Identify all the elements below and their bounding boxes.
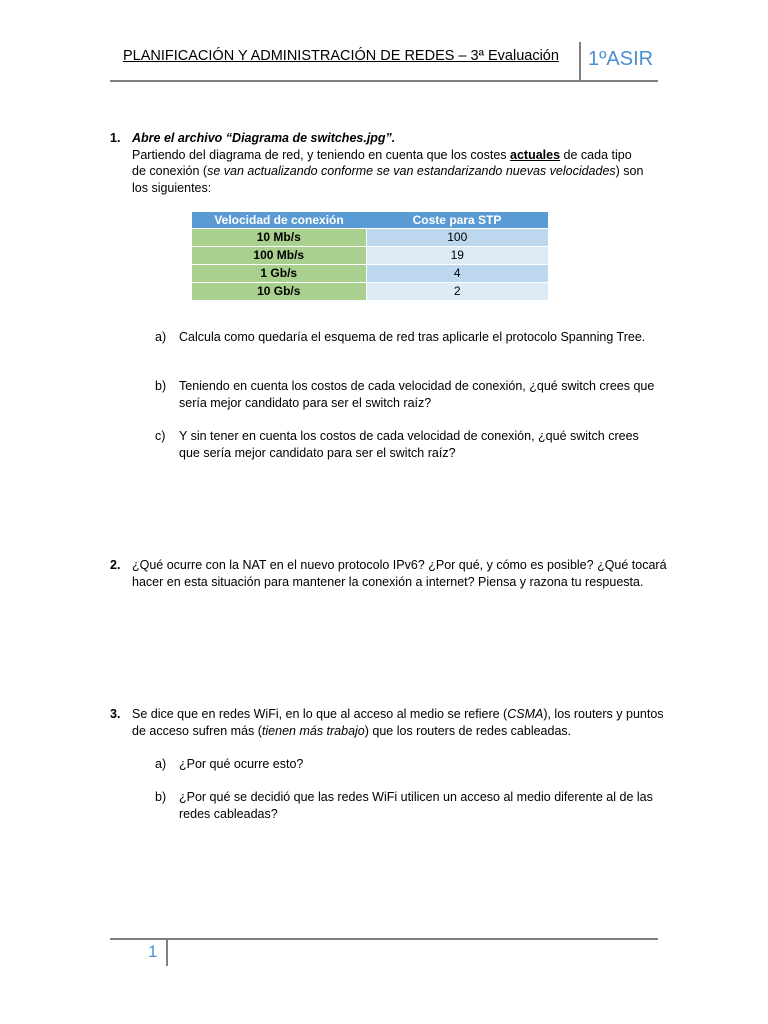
page-number: 1 [148,942,158,961]
sub-text: Y sin tener en cuenta los costos de cada velocidad de conexión, ¿qué switch crees que sería mejor candidato para ser el switch raíz? [179,429,639,460]
question-2-number: 2. [110,558,121,572]
table-cell-speed: 10 Mb/s [192,229,366,247]
question-1 [110,130,670,198]
table-row [192,265,548,283]
table-cell-cost: 100 [366,229,548,247]
sub-letter: a) [155,757,167,771]
intro-text-end: de cada tipo [560,147,632,162]
table-row [192,229,548,247]
sub-text: ¿Por qué se decidió que las redes WiFi utilicen un acceso al medio diferente al de las redes cableadas? [179,790,653,821]
question-1-heading: Abre el archivo “Diagrama de switches.jpg”. [132,131,396,145]
table-cell-speed: 10 Gb/s [192,283,366,301]
question-1a [155,329,660,363]
table-header-cost: Coste para STP [366,212,548,229]
footer-divider [166,940,168,966]
q3-text-part: Se dice que en redes WiFi, en lo que al acceso al medio se refiere ( [132,707,508,721]
header-divider [579,42,581,80]
intro-line2-end: ) son [615,164,644,178]
q3-text-part: ) que los routers de redes cableadas. [364,723,572,738]
header-course: 1ºASIR [588,48,654,70]
question-1c [155,428,660,462]
question-3a [155,756,660,774]
intro-text: Partiendo del diagrama de red, y teniendo en cuenta que los costes [132,147,511,162]
sub-text: Calcula como quedaría el esquema de red tras aplicarle el protocolo Spanning Tree. [179,330,646,344]
table-cell-cost: 2 [366,283,548,301]
page-header [110,42,658,82]
question-1-body [132,130,668,196]
question-2-text: ¿Qué ocurre con la NAT en el nuevo protocolo IPv6? ¿Por qué, y cómo es posible? ¿Qué tocará hacer en esta situación para mantener la conexión a internet? Piensa y razona tu respuesta. [132,558,667,589]
footer-rule [110,938,658,940]
q3-text-part: ), los routers y puntos de acceso sufren más ( [132,707,664,738]
intro-line2-italic: se van actualizando conforme se van estandarizando nuevas velocidades [207,164,616,178]
question-3 [110,706,670,740]
sub-letter: b) [155,379,167,393]
question-1b [155,378,660,412]
table-header-row [192,212,548,229]
table-cell-cost: 4 [366,265,548,283]
question-2 [110,557,670,609]
question-3b [155,789,660,823]
question-1-intro-line3: los siguientes: [132,180,212,195]
question-1-number: 1. [110,131,121,145]
q3-italic: tienen más trabajo [261,723,365,738]
table-header-speed: Velocidad de conexión [192,212,366,229]
intro-line2-start: de conexión ( [132,164,208,178]
table-cell-speed: 1 Gb/s [192,265,366,283]
question-1-intro-line2 [132,163,668,180]
table-row [192,247,548,265]
intro-emphasis: actuales [510,147,561,162]
question-1-intro-line1 [132,147,668,164]
header-rule [110,80,658,82]
header-title: PLANIFICACIÓN Y ADMINISTRACIÓN DE REDES – 3ª Evaluación [123,48,559,64]
table-cell-speed: 100 Mb/s [192,247,366,265]
sub-letter: c) [155,429,166,443]
sub-text: Teniendo en cuenta los costos de cada velocidad de conexión, ¿qué switch crees que sería mejor candidato para ser el switch raíz? [179,379,655,410]
sub-letter: b) [155,790,167,804]
table-row [192,283,548,301]
stp-cost-table [192,212,548,300]
question-3-text [132,706,668,739]
sub-text: ¿Por qué ocurre esto? [179,757,304,771]
sub-letter: a) [155,330,167,344]
table-cell-cost: 19 [366,247,548,265]
question-3-number: 3. [110,707,121,721]
q3-italic: CSMA [507,707,544,721]
